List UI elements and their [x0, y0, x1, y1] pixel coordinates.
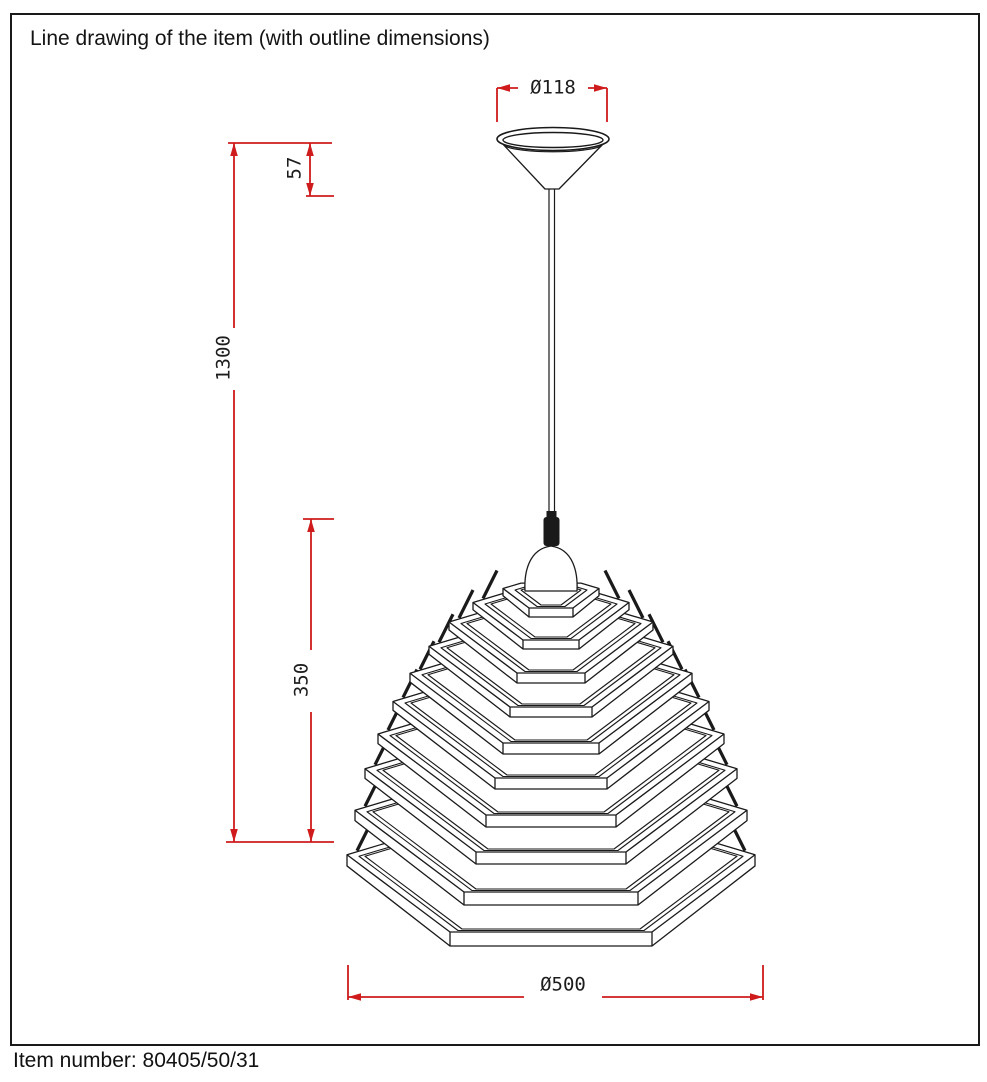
rod-dash-right: [605, 571, 619, 599]
dim-label-canopy-diameter: Ø118: [527, 78, 579, 99]
dimension-arrow: [230, 829, 238, 842]
dimension-arrow: [306, 143, 314, 156]
dim-label-shade-diameter: Ø500: [537, 975, 589, 996]
dim-label-total-height: 1300: [214, 332, 235, 384]
dimension-arrow: [307, 829, 315, 842]
dimension-arrow: [230, 143, 238, 156]
dimension-arrow: [750, 993, 763, 1001]
dimension-arrow: [594, 84, 607, 92]
dimension-arrow: [348, 993, 361, 1001]
rod-dash-right: [629, 590, 643, 618]
page-title: Line drawing of the item (with outline dimensions): [30, 27, 490, 50]
dimension-arrow: [307, 519, 315, 532]
item-number: Item number: 80405/50/31: [13, 1049, 260, 1072]
dimension-arrow: [306, 183, 314, 196]
dimension-arrow: [497, 84, 510, 92]
socket-dome: [525, 546, 577, 591]
dim-label-canopy-height: 57: [285, 154, 306, 183]
suspension-cable: [549, 189, 555, 515]
rod-dash-left: [483, 571, 497, 599]
canopy-inner-rim: [503, 133, 603, 148]
cord-grip: [544, 517, 560, 546]
rod-dash-left: [459, 590, 473, 618]
dim-label-shade-height: 350: [292, 660, 313, 700]
